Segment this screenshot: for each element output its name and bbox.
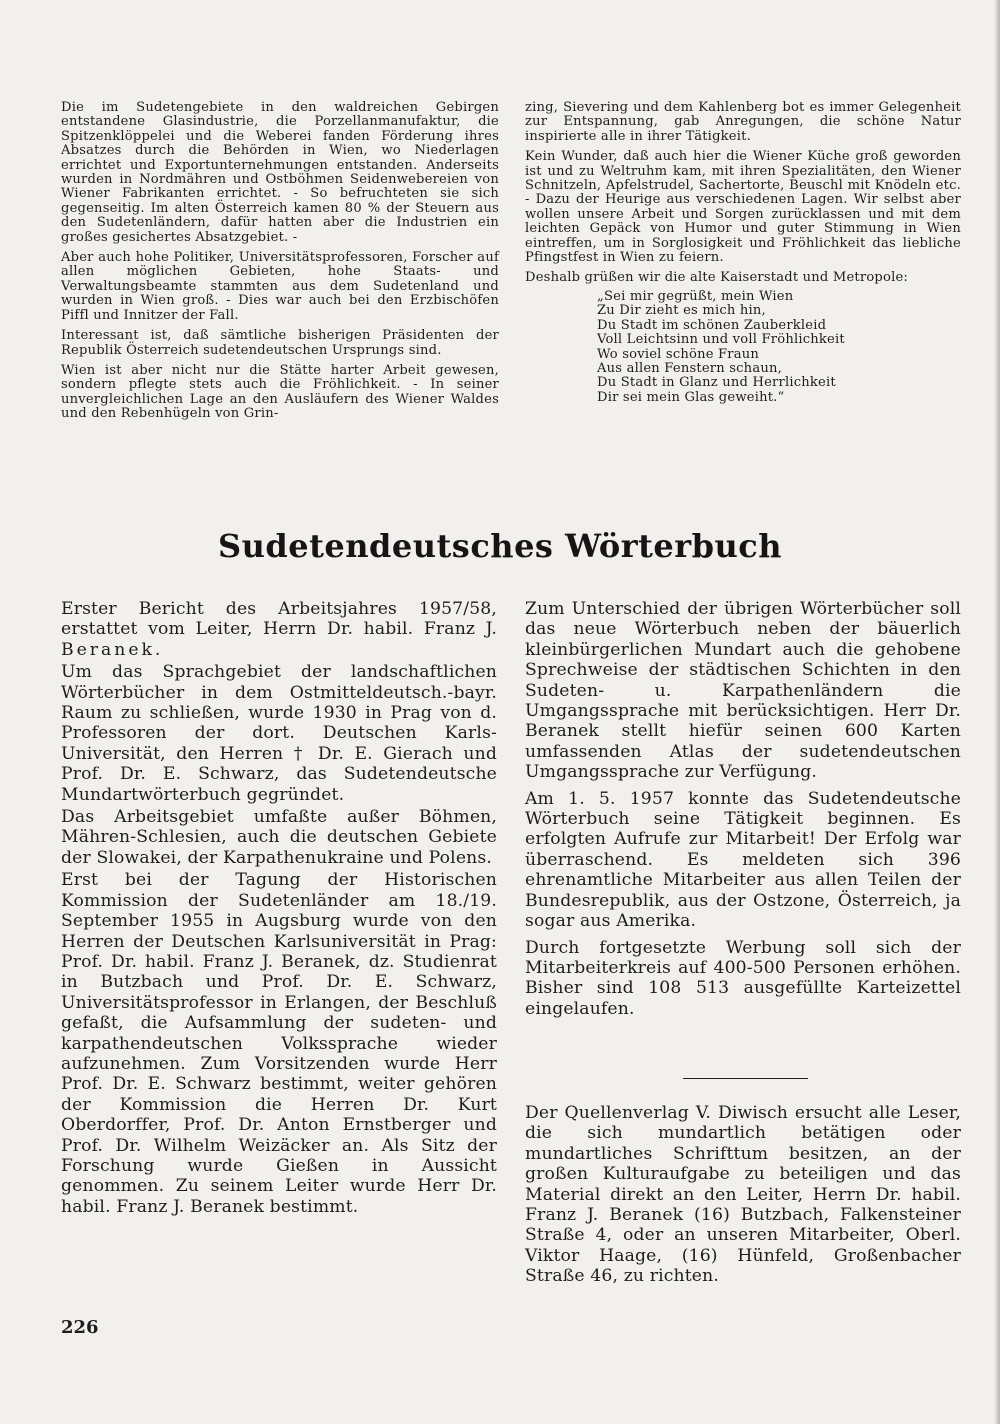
paragraph: Deshalb grüßen wir die alte Kaiserstadt und Metropole:	[525, 270, 909, 286]
paragraph: Kein Wunder, daß auch hier die Wiener Küche groß geworden ist und zu Weltruhm kam, mit ihren Spezialitäten, den Wiener Schnitzeln, Apfelstrudel, Sachertorte, Beuschl mit Knödeln etc. - Dazu der Heurige aus verschiedenen Lagen. Wir selbst aber wollen unsere Arbeit und Sorgen zurücklassen und mit dem leichten Gepäck von Humor und guter Stimmung in Wien eintreffen, um in Sorglosigkeit und Fröhlichkeit das liebliche Pfingstfest in Wien zu feiern.	[525, 149, 961, 266]
paragraph: Durch fortgesetzte Werbung soll sich der Mitarbeiterkreis auf 400-500 Personen erhöhen. Bisher sind 108 513 ausgefüllte Karteizettel eingelaufen.	[525, 937, 961, 1019]
paragraph: Interessant ist, daß sämtliche bisherigen Präsidenten der Republik Österreich sudetendeutschen Ursprungs sind.	[61, 328, 499, 358]
bottom-right-column	[525, 599, 961, 1019]
paragraph: Wien ist aber nicht nur die Stätte harter Arbeit gewesen, sondern pflegte stets auch die Fröhlichkeit. - In seiner unvergleichlichen Lage an den Ausläufern des Wiener Waldes und den Rebenhügeln von Grin-	[61, 362, 499, 422]
intro-paragraph	[61, 599, 497, 660]
paragraph: Aber auch hohe Politiker, Universitätsprofessoren, Forscher auf allen möglichen Gebieten, hohe Staats- und Verwaltungsbeamte stammten aus dem Sudetenland und wurden in Wien groß. - Dies war auch bei den Erzbischöfen Piffl und Innitzer der Fall.	[61, 250, 499, 323]
page-edge-shadow	[994, 0, 1000, 1424]
author-name: Beranek	[61, 639, 155, 660]
bottom-left-column	[61, 599, 497, 1217]
poem-line: Wo soviel schöne Fraun	[597, 346, 760, 362]
intro-text: Erster Bericht des Arbeitsjahres 1957/58, erstattet vom Leiter, Herrn Dr. habil. Franz J.	[61, 599, 497, 640]
paragraph: Am 1. 5. 1957 konnte das Sudetendeutsche Wörterbuch seine Tätigkeit beginnen. Es erfolgten Aufrufe zur Mitarbeit! Der Erfolg war überraschend. Es meldeten sich 396 ehrenamtliche Mitarbeiter aus allen Teilen der Bundesrepublik, aus der Ostzone, Österreich, ja sogar aus Amerika.	[525, 788, 961, 932]
paragraph: Um das Sprachgebiet der landschaftlichen Wörterbücher in dem Ostmitteldeutsch.-bayr. Raum zu schließen, wurde 1930 in Prag von d. Professoren der dort. Deutschen Karls-Universität, den Herren † Dr. E. Gierach und Prof. Dr. E. Schwarz, das Sudetendeutsche Mundartwörterbuch gegründet.	[61, 662, 497, 805]
page-number: 226	[61, 1317, 99, 1338]
top-right-column	[525, 101, 961, 405]
poem-line: Du Stadt in Glanz und Herrlichkeit	[597, 375, 836, 391]
paragraph: Erst bei der Tagung der Historischen Kommission der Sudetenländer am 18./19. September 1955 in Augsburg wurde von den Herren der Deutschen Karlsuniversität in Prag: Prof. Dr. habil. Franz J. Beranek, dz. Studienrat in Butzbach und Prof. Dr. E. Schwarz, Universitätsprofessor in Erlangen, der Beschluß gefaßt, die Aufsammlung der sudeten- und karpathendeutschen Volkssprache wieder aufzunehmen. Zum Vorsitzenden wurde Herr Prof. Dr. E. Schwarz bestimmt, weiter gehören der Kommission die Herren Dr. Kurt Oberdorffer, Prof. Dr. Anton Ernstberger und Prof. Dr. Wilhelm Weizäcker an. Als Sitz der Forschung wurde Gießen in Aussicht genommen. Zu seinem Leiter wurde Herr Dr. habil. Franz J. Beranek bestimmt.	[61, 870, 497, 1217]
paragraph: zing, Sievering und dem Kahlenberg bot es immer Gelegenheit zur Entspannung, gab Anregungen, die schöne Natur inspirierte alle in ihrer Tätigkeit.	[525, 100, 961, 144]
article-title: Sudetendeutsches Wörterbuch	[218, 527, 782, 565]
poem-line: Zu Dir zieht es mich hin,	[597, 303, 766, 319]
intro-end: .	[154, 639, 161, 660]
poem-line: „Sei mir gegrüßt, mein Wien	[597, 288, 794, 304]
poem-line: Aus allen Fenstern schaun,	[597, 360, 782, 376]
poem-line: Dir sei mein Glas geweiht.“	[597, 389, 785, 405]
paragraph: Das Arbeitsgebiet umfaßte außer Böhmen, Mähren-Schlesien, auch die deutschen Gebiete der Slowakei, der Karpathenukraine und Polens.	[61, 807, 497, 868]
poem-line: Voll Leichtsinn und voll Fröhlichkeit	[597, 332, 845, 348]
top-left-column	[61, 101, 499, 422]
paragraph: Zum Unterschied der übrigen Wörterbücher soll das neue Wörterbuch neben der bäuerlich kleinbürgerlichen Mundart auch die gehobene Sprechweise der städtischen Schichten in den Sudeten- u. Karpathenländern die Umgangssprache mit berücksichtigen. Herr Dr. Beranek stellt hiefür seinen 600 Karten umfassenden Atlas der sudetendeutschen Umgangssprache zur Verfügung.	[525, 599, 961, 783]
separator-rule	[683, 1078, 808, 1079]
paragraph: Der Quellenverlag V. Diwisch ersucht alle Leser, die sich mundartlich betätigen oder mundartliches Schrifttum besitzen, an der großen Kulturaufgabe zu beteiligen und das Material direkt an den Leiter, Herrn Dr. habil. Franz J. Beranek (16) Butzbach, Falkensteiner Straße 4, oder an unseren Mitarbeiter, Oberl. Viktor Haage, (16) Hünfeld, Großenbacher Straße 46, zu richten.	[525, 1103, 961, 1287]
poem	[597, 290, 961, 405]
paragraph: Die im Sudetengebiete in den waldreichen Gebirgen entstandene Glasindustrie, die Porzellanmanufaktur, die Spitzenklöppelei und die Weberei fanden Förderung ihres Absatzes durch die Behörden in Wien, wo Niederlagen errichtet und Exportunternehmungen entstanden. Anderseits wurden in Nordmähren und Ostböhmen Seidenwebereien von Wiener Fabrikanten errichtet. - So befruchteten sie sich gegenseitig. Im alten Österreich kamen 80 % der Steuern aus den Sudetenländern, dafür hatten aber die Industrien ein großes gesichertes Absatzgebiet. -	[61, 100, 499, 245]
poem-line: Du Stadt im schönen Zauberkleid	[597, 317, 827, 333]
closing-note	[525, 1103, 961, 1287]
